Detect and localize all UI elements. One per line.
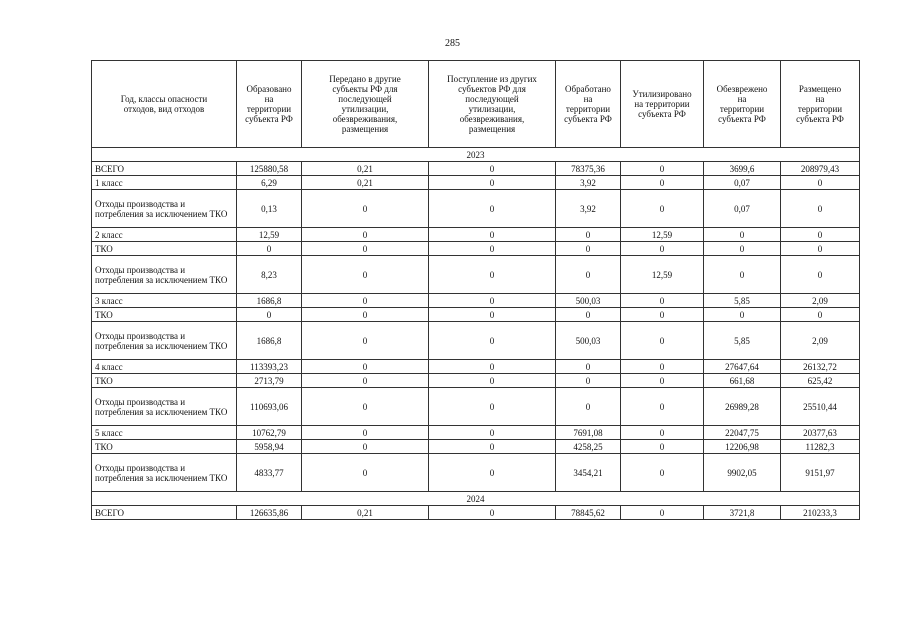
table-cell: 500,03 [556, 322, 621, 360]
table-cell: 5,85 [704, 322, 781, 360]
table-cell: 2713,79 [237, 374, 302, 388]
table-cell: 0 [429, 388, 556, 426]
table-row [92, 506, 860, 520]
row-label: Отходы производства и потребления за исключением ТКО [92, 322, 237, 360]
table-cell: 0 [556, 374, 621, 388]
column-header: Обезврежено на территории субъекта РФ [704, 61, 781, 148]
column-header: Обработано на территории субъекта РФ [556, 61, 621, 148]
table-cell: 20377,63 [781, 426, 860, 440]
table-cell: 661,68 [704, 374, 781, 388]
table-cell: 78375,36 [556, 162, 621, 176]
table-cell: 0 [556, 242, 621, 256]
table-cell: 0 [621, 242, 704, 256]
table-cell: 0 [781, 256, 860, 294]
table-cell: 110693,06 [237, 388, 302, 426]
table-cell: 0 [621, 374, 704, 388]
row-label: Отходы производства и потребления за исключением ТКО [92, 190, 237, 228]
table-cell: 0 [781, 308, 860, 322]
table-cell: 3,92 [556, 176, 621, 190]
table-cell: 0 [704, 308, 781, 322]
table-row [92, 440, 860, 454]
table-cell: 0 [781, 190, 860, 228]
table-cell: 3699,6 [704, 162, 781, 176]
table-cell: 26132,72 [781, 360, 860, 374]
column-header: Год, классы опасности отходов, вид отходов [92, 61, 237, 148]
table-cell: 0 [237, 308, 302, 322]
table-cell: 27647,64 [704, 360, 781, 374]
table-cell: 0 [429, 426, 556, 440]
table-cell: 4258,25 [556, 440, 621, 454]
table-cell: 0 [704, 256, 781, 294]
table-cell: 0 [781, 176, 860, 190]
table-cell: 113393,23 [237, 360, 302, 374]
row-label: ТКО [92, 242, 237, 256]
column-header: Поступление из других субъектов РФ для последующей утилизации, обезвреживания, размещения [429, 61, 556, 148]
table-cell: 0 [429, 308, 556, 322]
table-cell: 0 [556, 228, 621, 242]
table-row [92, 454, 860, 492]
row-label: 3 класс [92, 294, 237, 308]
row-label: ВСЕГО [92, 506, 237, 520]
table-row [92, 388, 860, 426]
table-cell: 9902,05 [704, 454, 781, 492]
year-label: 2024 [92, 492, 860, 506]
table-cell: 0 [302, 440, 429, 454]
table-cell: 12,59 [621, 228, 704, 242]
row-label: ТКО [92, 374, 237, 388]
table-cell: 0 [429, 506, 556, 520]
year-row [92, 148, 860, 162]
column-header: Передано в другие субъекты РФ для последующей утилизации, обезвреживания, размещения [302, 61, 429, 148]
table-row [92, 322, 860, 360]
table-cell: 8,23 [237, 256, 302, 294]
table-cell: 11282,3 [781, 440, 860, 454]
table-cell: 0,21 [302, 506, 429, 520]
table-cell: 0 [621, 360, 704, 374]
table-row [92, 176, 860, 190]
table-cell: 5958,94 [237, 440, 302, 454]
table-cell: 9151,97 [781, 454, 860, 492]
table-cell: 0 [302, 322, 429, 360]
table-cell: 3454,21 [556, 454, 621, 492]
table-cell: 12,59 [237, 228, 302, 242]
table-row [92, 162, 860, 176]
table-cell: 0 [302, 242, 429, 256]
table-row [92, 360, 860, 374]
table-row [92, 228, 860, 242]
table-cell: 0 [429, 256, 556, 294]
table-row [92, 308, 860, 322]
table-cell: 0 [302, 294, 429, 308]
table-cell: 0 [237, 242, 302, 256]
table-cell: 0 [621, 190, 704, 228]
table-cell: 0 [429, 360, 556, 374]
table-cell: 26989,28 [704, 388, 781, 426]
table-cell: 208979,43 [781, 162, 860, 176]
table-cell: 0 [429, 162, 556, 176]
table-cell: 0 [621, 506, 704, 520]
table-cell: 0 [429, 374, 556, 388]
table-cell: 0 [556, 360, 621, 374]
table-cell: 4833,77 [237, 454, 302, 492]
table-cell: 0 [429, 294, 556, 308]
table-row [92, 374, 860, 388]
column-header: Образовано на территории субъекта РФ [237, 61, 302, 148]
table-cell: 0 [429, 322, 556, 360]
table-cell: 0 [621, 440, 704, 454]
table-row [92, 190, 860, 228]
table-row [92, 242, 860, 256]
table-cell: 0 [302, 228, 429, 242]
page-number: 285 [445, 38, 460, 49]
table-row [92, 294, 860, 308]
table-cell: 0,21 [302, 176, 429, 190]
row-label: 4 класс [92, 360, 237, 374]
row-label: ТКО [92, 440, 237, 454]
table-cell: 0 [621, 162, 704, 176]
table-body [92, 148, 860, 520]
table-cell: 0 [621, 322, 704, 360]
table-cell: 0 [621, 426, 704, 440]
row-label: ТКО [92, 308, 237, 322]
row-label: 5 класс [92, 426, 237, 440]
table-cell: 7691,08 [556, 426, 621, 440]
table-cell: 0 [704, 228, 781, 242]
table-cell: 0 [781, 228, 860, 242]
table-cell: 0 [429, 454, 556, 492]
table-cell: 2,09 [781, 322, 860, 360]
table-cell: 0 [781, 242, 860, 256]
year-row [92, 492, 860, 506]
table-cell: 0 [302, 190, 429, 228]
table-cell: 0 [302, 388, 429, 426]
table-header-row [92, 61, 860, 148]
table-cell: 3721,8 [704, 506, 781, 520]
table-cell: 0,21 [302, 162, 429, 176]
table-cell: 0 [302, 308, 429, 322]
year-label: 2023 [92, 148, 860, 162]
row-label: 1 класс [92, 176, 237, 190]
table-cell: 25510,44 [781, 388, 860, 426]
table-cell: 125880,58 [237, 162, 302, 176]
table-cell: 1686,8 [237, 322, 302, 360]
table-cell: 0 [429, 228, 556, 242]
row-label: ВСЕГО [92, 162, 237, 176]
table-cell: 12206,98 [704, 440, 781, 454]
table-row [92, 256, 860, 294]
table-cell: 0 [621, 176, 704, 190]
table-cell: 210233,3 [781, 506, 860, 520]
table-cell: 0 [429, 440, 556, 454]
table-cell: 22047,75 [704, 426, 781, 440]
table-cell: 0 [704, 242, 781, 256]
table-cell: 5,85 [704, 294, 781, 308]
table-cell: 0 [429, 176, 556, 190]
table-cell: 12,59 [621, 256, 704, 294]
table-cell: 500,03 [556, 294, 621, 308]
table-cell: 0 [556, 308, 621, 322]
column-header: Размещено на территории субъекта РФ [781, 61, 860, 148]
table-cell: 78845,62 [556, 506, 621, 520]
table-cell: 1686,8 [237, 294, 302, 308]
table-cell: 0 [621, 294, 704, 308]
row-label: 2 класс [92, 228, 237, 242]
row-label: Отходы производства и потребления за исключением ТКО [92, 454, 237, 492]
table-cell: 0 [302, 426, 429, 440]
table-cell: 0 [302, 374, 429, 388]
row-label: Отходы производства и потребления за исключением ТКО [92, 388, 237, 426]
table-cell: 0,13 [237, 190, 302, 228]
table-cell: 0 [302, 360, 429, 374]
table-cell: 0,07 [704, 190, 781, 228]
table-cell: 0 [556, 256, 621, 294]
table-cell: 6,29 [237, 176, 302, 190]
table-cell: 2,09 [781, 294, 860, 308]
table-cell: 0 [302, 454, 429, 492]
row-label: Отходы производства и потребления за исключением ТКО [92, 256, 237, 294]
table-cell: 0 [621, 308, 704, 322]
table-cell: 3,92 [556, 190, 621, 228]
table-cell: 0 [429, 190, 556, 228]
table-cell: 126635,86 [237, 506, 302, 520]
column-header: Утилизировано на территории субъекта РФ [621, 61, 704, 148]
table-cell: 0 [429, 242, 556, 256]
table-cell: 10762,79 [237, 426, 302, 440]
waste-table [91, 60, 860, 520]
table-cell: 0,07 [704, 176, 781, 190]
table-row [92, 426, 860, 440]
table-cell: 0 [621, 454, 704, 492]
table-cell: 0 [302, 256, 429, 294]
table-cell: 0 [556, 388, 621, 426]
table-cell: 0 [621, 388, 704, 426]
table-cell: 625,42 [781, 374, 860, 388]
